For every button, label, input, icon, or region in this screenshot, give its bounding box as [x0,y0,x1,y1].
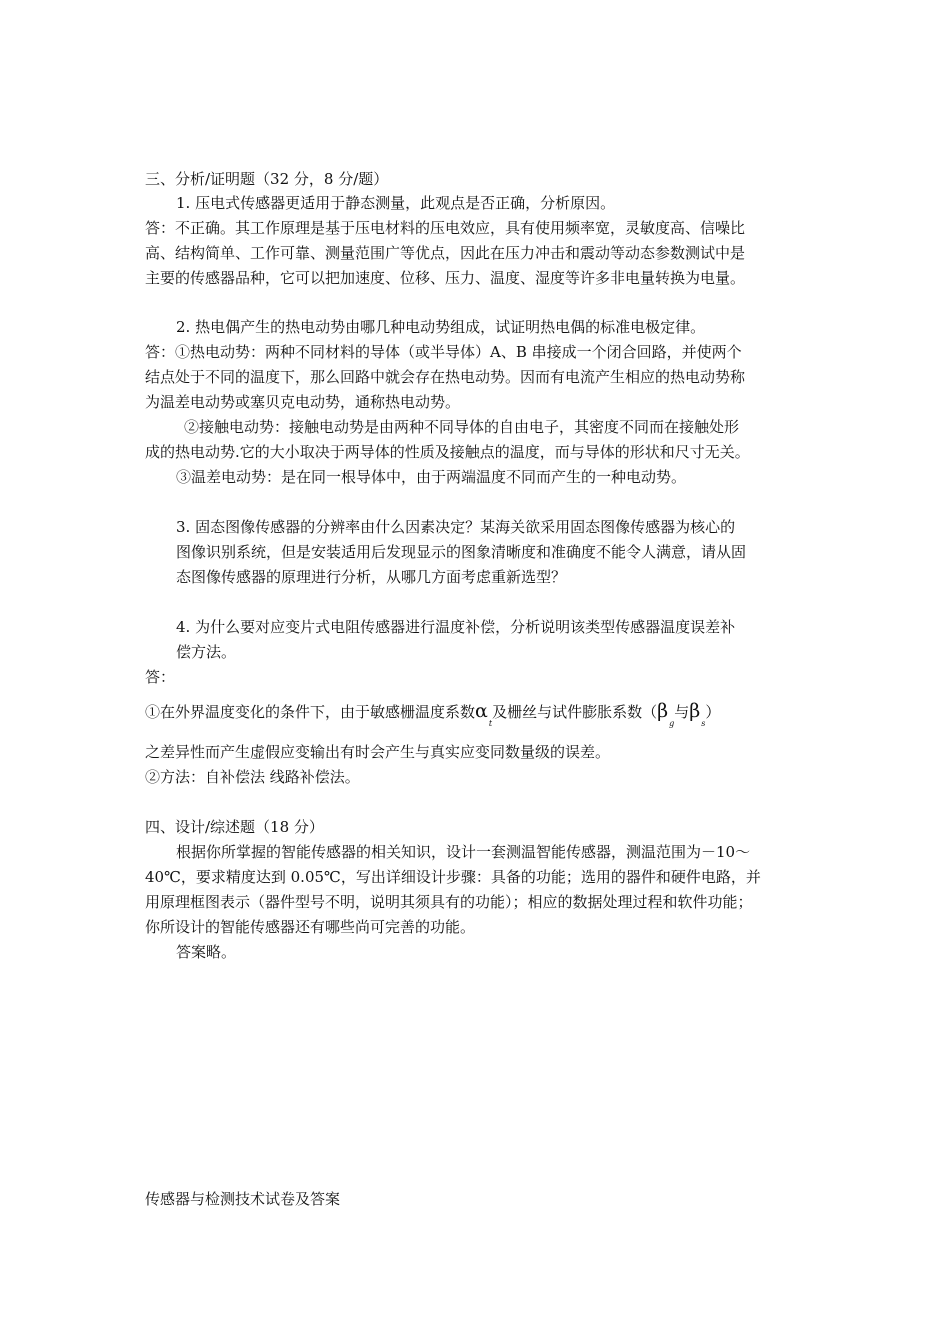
footer-title: 传感器与检测技术试卷及答案 [145,1190,341,1208]
q2-answer-line: 成的热电动势.它的大小取决于两导体的性质及接触点的温度，而与导体的形状和尺寸无关。 [145,443,750,461]
section4-body-line: 用原理框图表示（器件型号不明，说明其须具有的功能）；相应的数据处理过程和软件功能； [145,893,753,911]
q4-answer-line-1 [145,700,815,726]
section4-body-line: 根据你所掌握的智能传感器的相关知识，设计一套测温智能传感器，测温范围为－10～ [176,843,751,861]
q2-answer-line: 为温差电动势或塞贝克电动势，通称热电动势。 [145,393,461,411]
section3-header: 三、分析/证明题（32 分，8 分/题） [145,170,389,188]
q4-answer-line-3: ②方法：自补偿法 线路补偿法。 [145,768,360,786]
q4-question-line: 4. 为什么要对应变片式电阻传感器进行温度补偿，分析说明该类型传感器温度误差补 [176,618,736,636]
q1-answer-line: 主要的传感器品种，它可以把加速度、位移、压力、温度、湿度等许多非电量转换为电量。 [145,269,746,287]
q1-answer-line: 答：不正确。其工作原理是基于压电材料的压电效应，具有使用频率宽，灵敏度高、信噪比 [145,219,746,237]
q4-answer-label: 答： [145,668,176,686]
q2-answer-line: 结点处于不同的温度下，那么回路中就会存在热电动势。因而有电流产生相应的热电动势称 [145,368,746,386]
beta-s-subscript: s [701,719,706,728]
beta-symbol: β [689,700,701,722]
q4-question-line: 偿方法。 [176,643,237,661]
beta-g-subscript: g [669,719,675,728]
close-paren: ） [705,703,721,721]
section4-header: 四、设计/综述题（18 分） [145,818,324,836]
q4-answer-text: 及栅丝与试件膨胀系数（ [492,703,658,721]
section4-body-line: 你所设计的智能传感器还有哪些尚可完善的功能。 [145,918,476,936]
q2-answer-line: ③温差电动势：是在同一根导体中，由于两端温度不同而产生的一种电动势。 [176,468,687,486]
q1-question: 1. 压电式传感器更适用于静态测量，此观点是否正确，分析原因。 [176,194,616,212]
section4-body-line: 40℃，要求精度达到 0.05℃，写出详细设计步骤：具备的功能；选用的器件和硬件电路，并 [145,868,761,886]
q3-question-line: 图像识别系统，但是安装适用后发现显示的图象清晰度和准确度不能令人满意，请从固 [176,543,747,561]
q2-answer-line: 答：①热电动势：两种不同材料的导体（或半导体）A、B 串接成一个闭合回路，并使两个 [145,343,742,361]
and-text: 与 [674,703,690,721]
q3-question-line: 3. 固态图像传感器的分辨率由什么因素决定？某海关欲采用固态图像传感器为核心的 [176,518,736,536]
q3-question-line: 态图像传感器的原理进行分析，从哪几方面考虑重新选型？ [176,568,567,586]
alpha-symbol: α [475,700,488,722]
section4-answer: 答案略。 [176,943,237,961]
alpha-subscript: t [488,719,493,728]
q4-answer-line-2: 之差异性而产生虚假应变输出有时会产生与真实应变同数量级的误差。 [145,743,611,761]
q4-answer-text: ①在外界温度变化的条件下，由于敏感栅温度系数 [145,703,476,721]
q2-answer-line: ②接触电动势：接触电动势是由两种不同导体的自由电子，其密度不同而在接触处形 [184,418,740,436]
q2-question: 2. 热电偶产生的热电动势由哪几种电动势组成，试证明热电偶的标准电极定律。 [176,318,706,336]
beta-symbol: β [657,700,669,722]
q1-answer-line: 高、结构简单、工作可靠、测量范围广等优点，因此在压力冲击和震动等动态参数测试中是 [145,244,746,262]
